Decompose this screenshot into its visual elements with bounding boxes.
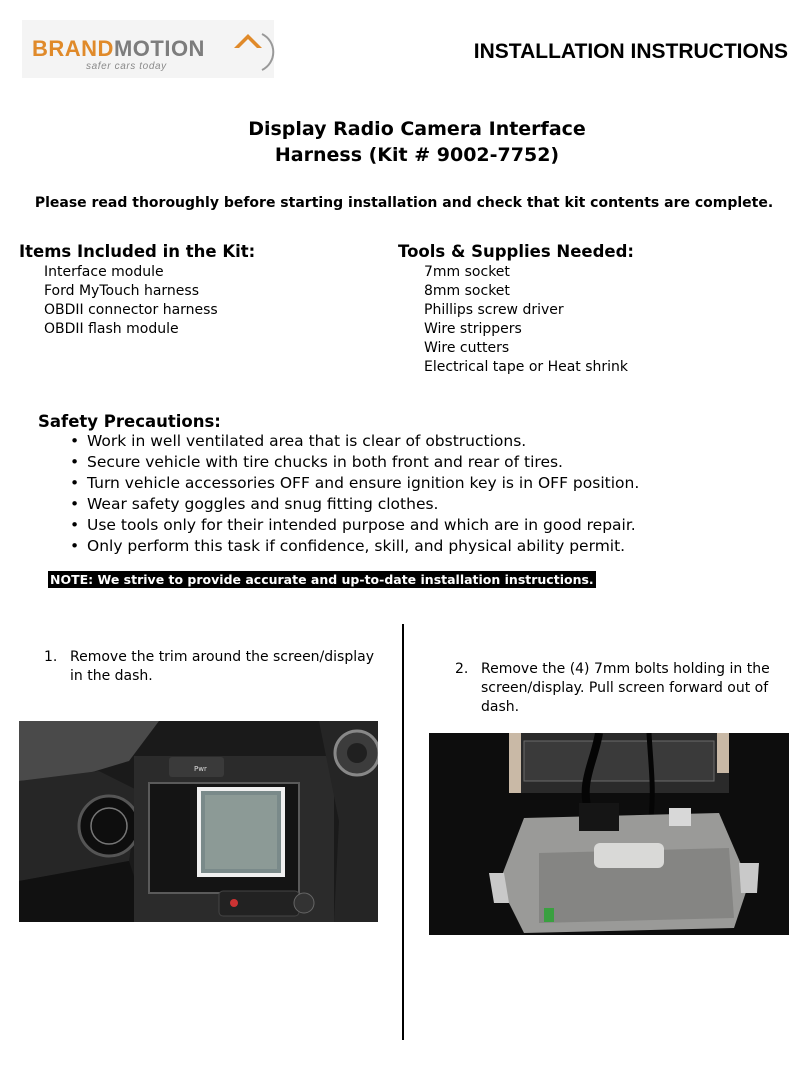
list-item: Wire strippers — [424, 321, 522, 337]
bullet-item: • Secure vehicle with tire chucks in both front and rear of tires. — [70, 452, 639, 473]
list-item: Electrical tape or Heat shrink — [424, 359, 629, 375]
step-1 — [44, 648, 384, 686]
list-item: 8mm socket — [424, 283, 510, 299]
safety-list — [70, 431, 639, 557]
step-text: Remove the (4) 7mm bolts holding in the screen/display. Pull screen forward out of dash. — [481, 661, 770, 715]
note-banner: NOTE: We strive to provide accurate and up-to-date installation instructions. — [50, 572, 594, 587]
safety-heading: Safety Precautions: — [38, 412, 221, 431]
kit-list — [44, 263, 218, 339]
bullet-item: • Work in well ventilated area that is clear of obstructions. — [70, 431, 639, 452]
document-title — [0, 116, 808, 168]
list-item: Ford MyTouch harness — [44, 283, 199, 299]
list-item: OBDII connector harness — [44, 302, 218, 318]
column-divider — [402, 624, 404, 1040]
step-2 — [455, 660, 785, 717]
brandmotion-logo — [22, 20, 274, 78]
page-header-title: INSTALLATION INSTRUCTIONS — [473, 40, 788, 63]
screen-removed-photo — [429, 733, 789, 935]
bullet-item: • Use tools only for their intended purpose and which are in good repair. — [70, 515, 639, 536]
document-title-line1: Display Radio Camera Interface — [248, 118, 586, 140]
list-item: Phillips screw driver — [424, 302, 564, 318]
document-title-line2: Harness (Kit # 9002-7752) — [274, 144, 560, 166]
kit-heading: Items Included in the Kit: — [19, 242, 256, 261]
logo-tagline: safer cars today — [86, 61, 167, 72]
logo-wordmark: BRANDMOTION — [32, 36, 205, 61]
step-text: Remove the trim around the screen/display in the dash. — [70, 649, 374, 684]
bullet-item: • Wear safety goggles and snug fitting clothes. — [70, 494, 639, 515]
logo-arc-icon — [240, 30, 280, 74]
bullet-item: • Turn vehicle accessories OFF and ensure ignition key is in OFF position. — [70, 473, 639, 494]
bullet-item: • Only perform this task if confidence, skill, and physical ability permit. — [70, 536, 639, 557]
list-item: 7mm socket — [424, 264, 510, 280]
list-item: Wire cutters — [424, 340, 510, 356]
dash-trim-photo — [19, 721, 378, 922]
step-number: 1. — [44, 649, 58, 665]
tools-heading: Tools & Supplies Needed: — [398, 242, 635, 261]
list-item: Interface module — [44, 264, 164, 280]
list-item: OBDII flash module — [44, 321, 179, 337]
power-button-label: Pwr — [194, 765, 207, 773]
read-notice: Please read thoroughly before starting installation and check that kit contents are complete. — [34, 195, 774, 211]
step-number: 2. — [455, 661, 469, 677]
tools-list — [424, 263, 628, 377]
